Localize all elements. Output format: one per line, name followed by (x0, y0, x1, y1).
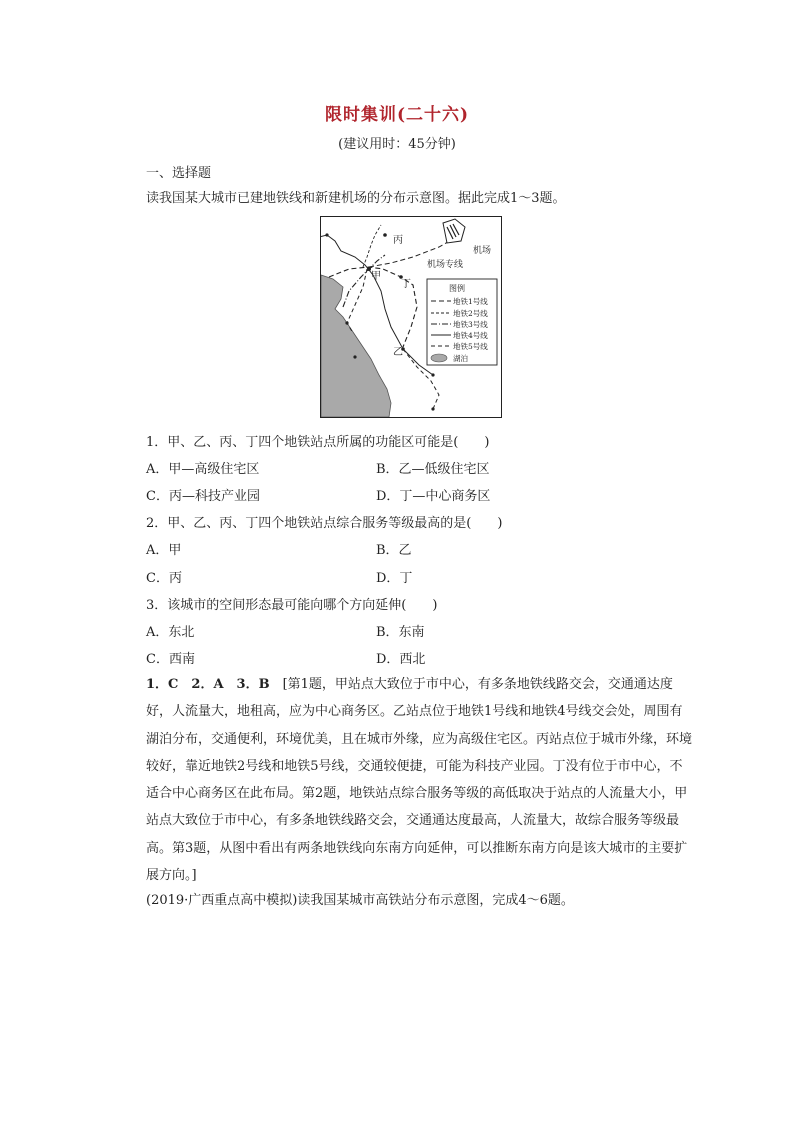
station-dot (353, 355, 356, 358)
label-airport-line: 机场专线 (427, 260, 464, 270)
station-dot (431, 407, 434, 410)
station-dot (325, 233, 328, 236)
subway-map-figure (320, 216, 502, 418)
legend-item-1: 地铁1号线 (453, 297, 488, 306)
question-3-option-a: A．东北 (146, 625, 195, 640)
question-2-stem: 2．甲、乙、丙、丁四个地铁站点综合服务等级最高的是( ) (146, 516, 503, 531)
section-heading: 一、选择题 (146, 166, 212, 181)
legend-item-3: 地铁3号线 (453, 320, 488, 329)
label-jia: 甲 (371, 271, 381, 282)
label-airport: 机场 (473, 246, 492, 256)
question-1-option-c: C．丙—科技产业园 (146, 489, 260, 504)
subway-map-svg (321, 217, 501, 417)
question-3-option-b: B．东南 (376, 625, 425, 640)
question-1-option-d: D．丁—中心商务区 (376, 489, 491, 504)
question-2-option-d: D．丁 (376, 571, 413, 586)
legend-title: 图例 (449, 284, 465, 293)
next-question-intro: (2019·广西重点高中模拟)读我国某城市高铁站分布示意图，完成4～6题。 (146, 893, 574, 908)
answer-key: 1．C 2．A 3．B (146, 677, 283, 692)
question-3-option-c: C．西南 (146, 652, 195, 667)
legend-item-6: 湖泊 (453, 354, 468, 363)
question-2-option-c: C．丙 (146, 571, 182, 586)
lake-shape (321, 275, 391, 417)
legend-item-4: 地铁4号线 (453, 331, 488, 340)
time-suggestion: (建议用时：45分钟) (338, 137, 456, 152)
airport-icon (443, 219, 465, 243)
question-1-option-a: A．甲—高级住宅区 (146, 462, 260, 477)
label-ding: 丁 (401, 279, 411, 290)
legend-item-5: 地铁5号线 (453, 342, 488, 351)
question-1-option-b: B．乙—低级住宅区 (376, 462, 490, 477)
station-dot (431, 373, 434, 376)
answer-text: [第1题，甲站点大致位于市中心，有多条地铁线路交会，交通通达度好，人流量大，地租高，应为中心商务区。乙站点位于地铁1号线和地铁4号线交会处，周围有湖泊分布，交通便利，环境优美，且在城市外缘，应为高级住宅区。丙站点位于城市外缘，环境较好，靠近地铁2号线和地铁5号线，交通较便捷，可能为科技产业园。丁没有位于市中心，不适合中心商务区在此布局。第2题，地铁站点综合服务等级的高低取决于站点的人流量大小，甲站点大致位于市中心，有多条地铁线路交会，交通通达度最高，人流量大，故综合服务等级最高。第3题，从图中看出有两条地铁线向东南方向延伸，可以推断东南方向是该大城市的主要扩展方向。] (146, 677, 693, 884)
question-2-option-a: A．甲 (146, 543, 182, 558)
question-1-stem: 1．甲、乙、丙、丁四个地铁站点所属的功能区可能是( ) (146, 435, 490, 450)
question-2-option-b: B．乙 (376, 543, 412, 558)
legend-item-2: 地铁2号线 (453, 309, 488, 318)
question-3-option-d: D．西北 (376, 652, 426, 667)
question-3-stem: 3．该城市的空间形态最可能向哪个方向延伸( ) (146, 598, 438, 613)
label-yi: 乙 (393, 347, 403, 358)
page-title: 限时集训(二十六) (324, 105, 470, 125)
answer-explanation (146, 671, 694, 889)
station-dot (345, 321, 348, 324)
legend-lake-icon (431, 354, 447, 362)
station-bing-dot (383, 233, 387, 237)
label-bing: 丙 (393, 235, 403, 246)
question-intro: 读我国某大城市已建地铁线和新建机场的分布示意图。据此完成1～3题。 (146, 191, 566, 206)
